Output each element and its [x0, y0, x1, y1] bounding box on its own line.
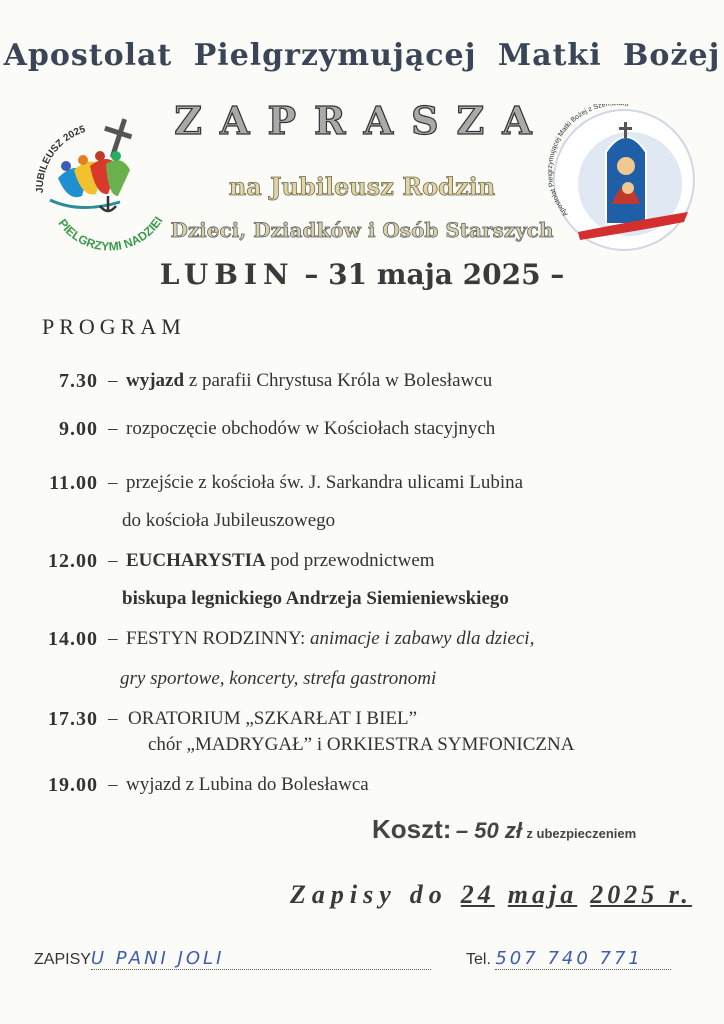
signup-deadline: Zapisy do 24 maja 2025 r.	[290, 880, 692, 909]
schedule-description: ORATORIUM „SZKARŁAT I BIEL”	[128, 708, 418, 729]
schedule-time: 9.00	[59, 418, 98, 440]
event-date: – 31 maja 2025 –	[304, 258, 565, 291]
schedule-description: wyjazd z Lubina do Bolesławca	[126, 774, 369, 795]
schedule-description: przejście z kościoła św. J. Sarkandra ulicami Lubina	[126, 472, 524, 493]
event-city: LUBIN	[159, 258, 295, 291]
signup-handwritten: U PANI JOLI	[90, 948, 225, 969]
signup-line	[34, 948, 431, 970]
phone-label: Tel.	[466, 951, 491, 968]
invite-heading: ZAPRASZA	[174, 98, 550, 143]
program-heading: PROGRAM	[42, 314, 186, 339]
cost-note: z ubezpieczeniem	[526, 826, 637, 841]
schedule-description: EUCHARYSTIA pod przewodnictwem	[126, 550, 435, 571]
schedule-description-line2: gry sportowe, koncerty, strefa gastronomi	[120, 668, 437, 689]
signup-label: ZAPISY	[34, 951, 91, 968]
cost-line	[372, 814, 636, 845]
phone-line	[466, 948, 671, 970]
schedule-description-line2: biskupa legnickiego Andrzeja Siemieniewskiego	[122, 588, 509, 609]
jubilee-top-text: JUBILEUSZ 2025	[34, 123, 87, 194]
svg-text:PIELGRZYMI NADZIEI	[55, 214, 165, 253]
jubilee-logo-graphic	[28, 108, 178, 258]
cost-amount: – 50 zł	[455, 818, 522, 843]
schedule-time: 11.00	[49, 472, 98, 494]
apostolate-logo	[548, 104, 700, 256]
schedule-time: 17.30	[48, 708, 98, 730]
jubilee-logo	[28, 108, 178, 258]
cost-label: Koszt:	[372, 814, 452, 844]
schedule-description: wyjazd z parafii Chrystusa Króla w Bolesławcu	[126, 370, 493, 391]
event-title: na Jubileusz Rodzin	[228, 172, 496, 201]
schedule-description-line2: do kościoła Jubileuszowego	[122, 510, 336, 531]
schedule-description: FESTYN RODZINNY: animacje i zabawy dla dzieci,	[126, 628, 535, 649]
schedule-description: rozpoczęcie obchodów w Kościołach stacyjnych	[126, 418, 496, 439]
schedule-time: 19.00	[48, 774, 98, 796]
schedule-time: 14.00	[48, 628, 98, 650]
apostolate-logo-graphic	[548, 104, 700, 256]
schedule-time: 12.00	[48, 550, 98, 572]
apostolate-ring-text: Apostolat Pie ymującej Matki Bożej z Szen u	[548, 104, 630, 218]
schedule-description-line2: chór „MADRYGAŁ” i ORKIESTRA SYMFONICZNA	[148, 734, 575, 755]
phone-number: 507 740 771	[495, 948, 643, 969]
org-title: Apostolat Pielgrzymującej Matki Bożej	[3, 38, 721, 73]
jubilee-bottom-text: PIELGRZYMI NADZIEI	[55, 214, 166, 254]
schedule-time: 7.30	[59, 370, 98, 392]
event-subtitle: Dzieci, Dziadków i Osób Starszych	[170, 218, 554, 242]
event-location-date	[0, 258, 724, 291]
